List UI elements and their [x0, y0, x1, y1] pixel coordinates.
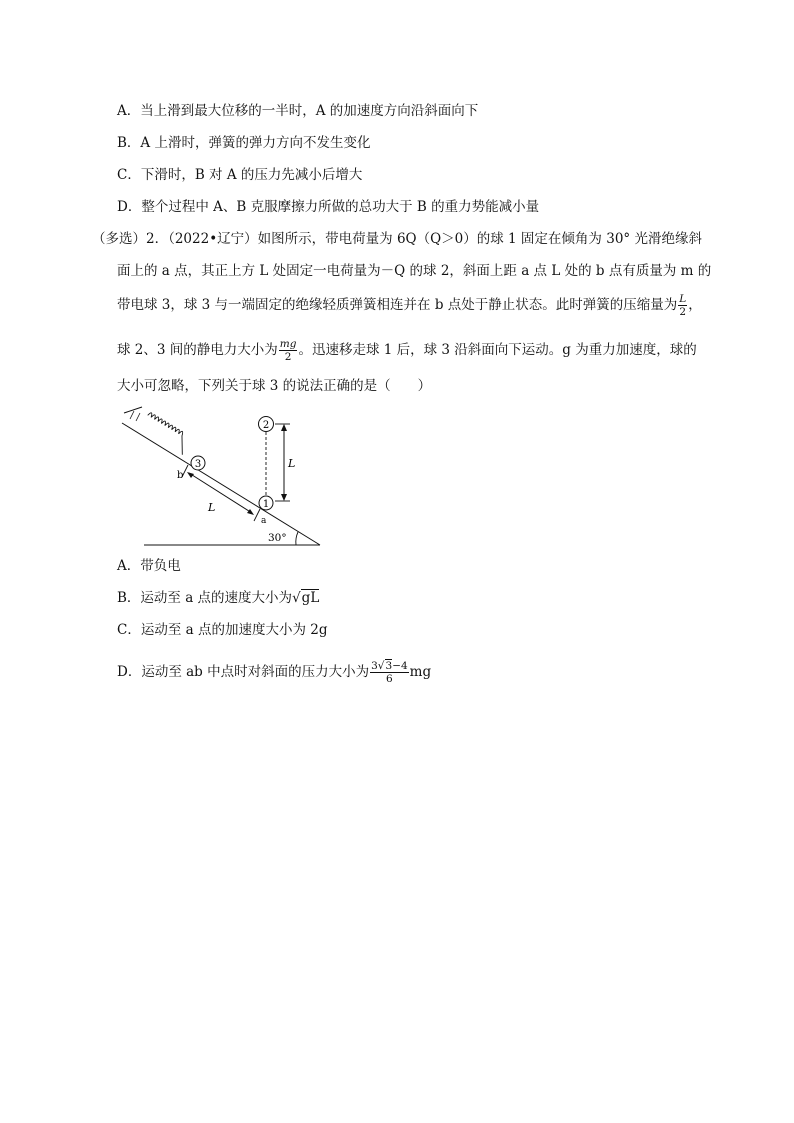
option-text: 整个过程中 A、B 克服摩擦力所做的总功大于 B 的重力势能减小量	[141, 199, 540, 215]
prev-option-a	[117, 101, 478, 121]
option-letter: C．	[117, 167, 141, 183]
sqrt-radicand: gL	[301, 590, 320, 606]
ball-1-label: 1	[262, 499, 270, 510]
option-text: 运动至 a 点的加速度大小为 2g	[140, 622, 328, 638]
hatch-mark	[136, 413, 140, 421]
sqrt-expression: √gL	[292, 590, 320, 606]
sqrt-radicand: 3	[385, 660, 393, 672]
ball-3-label: 3	[194, 459, 202, 470]
question-line-1: （多选）2．（2022•辽宁）如图所示，带电荷量为 6Q（Q＞0）的球 1 固定在倾角为 30° 光滑绝缘斜	[92, 231, 702, 247]
incline-diagram	[110, 405, 330, 550]
option-text: 运动至 ab 中点时对斜面的压力大小为	[141, 664, 370, 680]
label-a: a	[261, 516, 267, 526]
dimension-arrow-bottom	[281, 494, 287, 501]
option-letter: B．	[117, 590, 141, 606]
question-text: 带电球 3，球 3 与一端固定的绝缘轻质弹簧相连并在 b 点处于静止状态。此时弹簧的压缩量为	[117, 297, 678, 313]
fraction-mg-over-2	[279, 338, 298, 363]
question-line-3	[117, 293, 702, 318]
fraction-numerator: L	[679, 293, 687, 305]
sqrt-expression: √3	[377, 660, 393, 672]
label-l-slope: L	[208, 501, 216, 514]
question-line-5: 大小可忽略，下列关于球 3 的说法正确的是（ ）	[117, 378, 432, 394]
option-text: 下滑时，B 对 A 的压力先减小后增大	[140, 167, 363, 183]
fraction-denominator: 2	[284, 351, 292, 363]
prev-option-d	[117, 197, 539, 217]
ball-2-label: 2	[262, 420, 270, 431]
wall-support	[124, 407, 142, 413]
option-letter: C．	[117, 622, 141, 638]
fraction-expression	[370, 660, 409, 685]
option-text: 带负电	[140, 558, 181, 574]
option-letter: D．	[117, 664, 142, 680]
option-letter: A．	[117, 103, 141, 119]
hatch-mark	[130, 411, 134, 419]
label-l-vertical: L	[288, 457, 296, 470]
angle-arc	[296, 532, 298, 545]
dimension-arrow-top	[281, 424, 287, 431]
option-text: 当上滑到最大位移的一半时，A 的加速度方向沿斜面向下	[140, 103, 479, 119]
fraction-numerator: mg	[279, 338, 297, 350]
numerator-coefficient: 3	[371, 660, 378, 672]
fraction-numerator	[370, 660, 409, 673]
numerator-suffix: −4	[392, 660, 408, 672]
option-text: A 上滑时，弹簧的弹力方向不发生变化	[140, 135, 371, 151]
option-letter: D．	[117, 199, 142, 215]
fraction-denominator: 6	[386, 673, 393, 685]
option-suffix: mg	[409, 664, 432, 680]
prev-option-b	[117, 133, 370, 153]
question-text: 球 2、3 间的静电力大小为	[117, 342, 278, 358]
option-b	[117, 588, 319, 608]
arrow-head-b	[187, 472, 194, 478]
spring	[139, 412, 192, 455]
question-text: 。迅速移走球 1 后，球 3 沿斜面向下运动。g 为重力加速度，球的	[298, 342, 697, 358]
fraction-l-over-2	[678, 293, 687, 318]
fraction-denominator: 2	[679, 306, 687, 318]
option-a	[117, 556, 181, 576]
distance-arrow	[189, 473, 252, 513]
option-text: 运动至 a 点的速度大小为	[140, 590, 293, 606]
incline-line	[122, 423, 320, 545]
label-b: b	[177, 470, 184, 481]
prev-option-c	[117, 165, 362, 185]
question-text: ，	[688, 297, 702, 313]
question-line-4	[117, 338, 697, 363]
option-d	[117, 660, 431, 685]
question-line-2: 面上的 a 点，其正上方 L 处固定一电荷量为－Q 的球 2，斜面上距 a 点 L 处的 b 点有质量为 m 的	[117, 263, 712, 279]
option-letter: A．	[117, 558, 141, 574]
option-letter: B．	[117, 135, 141, 151]
angle-label: 30°	[268, 532, 287, 544]
option-c	[117, 620, 328, 640]
a-marker	[254, 509, 260, 521]
